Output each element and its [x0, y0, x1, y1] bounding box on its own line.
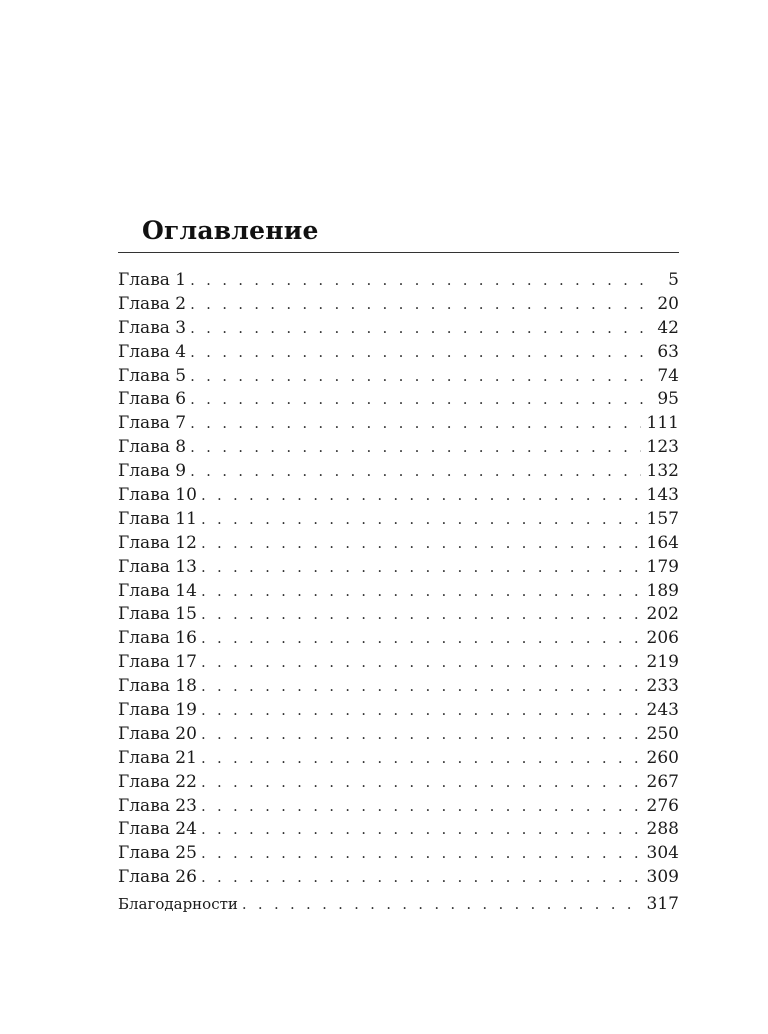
toc-entry[interactable] — [118, 317, 679, 341]
toc-entry-page: 132 — [646, 461, 679, 482]
dot-leader — [190, 317, 651, 341]
toc-entry[interactable] — [118, 580, 679, 604]
dot-leader — [201, 651, 641, 675]
dot-leader — [201, 866, 641, 890]
toc-title: Оглавление — [142, 216, 319, 245]
toc-entry[interactable] — [118, 388, 679, 412]
toc-entry[interactable] — [118, 723, 679, 747]
toc-entry-page: 309 — [646, 867, 679, 888]
toc-entry-page: 202 — [646, 604, 679, 625]
toc-entry-page: 95 — [657, 389, 679, 410]
toc-entry[interactable] — [118, 842, 679, 866]
toc-entry-page: 143 — [646, 485, 679, 506]
title-divider — [118, 252, 679, 253]
toc-entry[interactable] — [118, 460, 679, 484]
toc-entry[interactable] — [118, 603, 679, 627]
toc-entry-page: 304 — [646, 843, 679, 864]
toc-entry-label: Глава 17 — [118, 652, 197, 673]
toc-entry[interactable] — [118, 699, 679, 723]
toc-entry-label: Глава 3 — [118, 317, 187, 338]
toc-entry-label: Глава 26 — [118, 867, 197, 888]
toc-entry-page: 42 — [657, 317, 679, 338]
toc-entry-page: 260 — [646, 747, 679, 768]
toc-entry[interactable] — [118, 675, 679, 699]
toc-entry-label: Благодарности — [118, 895, 238, 914]
toc-entry-page: 267 — [646, 771, 679, 792]
dot-leader — [201, 818, 641, 842]
toc-entry-page: 74 — [657, 365, 679, 386]
dot-leader — [201, 484, 641, 508]
toc-entry[interactable] — [118, 556, 679, 580]
toc-entry[interactable] — [118, 412, 679, 436]
toc-entry-page: 5 — [668, 270, 679, 290]
toc-entry-label: Глава 25 — [118, 843, 197, 864]
toc-entry-page: 317 — [646, 894, 679, 915]
toc-entry[interactable] — [118, 866, 679, 890]
dot-leader — [201, 508, 641, 532]
toc-entry-label: Глава 22 — [118, 771, 197, 792]
dot-leader — [201, 771, 641, 795]
toc-entry[interactable] — [118, 771, 679, 795]
toc-entry[interactable] — [118, 293, 679, 317]
toc-entry[interactable] — [118, 532, 679, 556]
toc-list — [118, 269, 679, 917]
dot-leader — [190, 460, 640, 484]
toc-entry-label: Глава 23 — [118, 795, 197, 816]
toc-entry[interactable] — [118, 508, 679, 532]
toc-entry-label: Глава 13 — [118, 556, 197, 577]
toc-entry-label: Глава 5 — [118, 365, 187, 386]
dot-leader — [201, 675, 641, 699]
dot-leader — [201, 532, 641, 556]
toc-entry-label: Глава 8 — [118, 437, 187, 458]
toc-entry-label: Глава 11 — [118, 508, 197, 529]
toc-entry[interactable] — [118, 818, 679, 842]
toc-entry-label: Глава 2 — [118, 293, 187, 314]
toc-entry-label: Глава 18 — [118, 676, 197, 697]
toc-entry[interactable] — [118, 747, 679, 771]
dot-leader — [201, 842, 641, 866]
toc-entry-label: Глава 6 — [118, 389, 187, 410]
dot-leader — [201, 580, 641, 604]
toc-entry-page: 189 — [646, 580, 679, 601]
toc-entry-page: 250 — [646, 723, 679, 744]
toc-entry-label: Глава 7 — [118, 413, 187, 434]
toc-entry-label: Глава 19 — [118, 700, 197, 721]
dot-leader — [201, 556, 641, 580]
dot-leader — [190, 436, 640, 460]
toc-entry[interactable] — [118, 365, 679, 389]
toc-entry[interactable] — [118, 269, 679, 293]
toc-entry-page: 157 — [646, 508, 679, 529]
dot-leader — [242, 893, 641, 917]
toc-entry-label: Глава 9 — [118, 461, 187, 482]
dot-leader — [201, 723, 641, 747]
dot-leader — [201, 795, 641, 819]
toc-entry-acknowledgements[interactable] — [118, 893, 679, 917]
toc-entry[interactable] — [118, 436, 679, 460]
toc-entry[interactable] — [118, 795, 679, 819]
toc-entry-label: Глава 4 — [118, 341, 187, 362]
toc-entry-page: 123 — [646, 437, 679, 458]
toc-entry-page: 179 — [646, 556, 679, 577]
toc-entry-page: 63 — [657, 341, 679, 362]
dot-leader — [190, 341, 651, 365]
toc-entry[interactable] — [118, 484, 679, 508]
toc-entry-label: Глава 24 — [118, 819, 197, 840]
toc-entry-page: 206 — [646, 628, 679, 649]
toc-entry-label: Глава 15 — [118, 604, 197, 625]
toc-entry-page: 111 — [646, 413, 679, 434]
dot-leader — [190, 412, 640, 436]
toc-entry-label: Глава 12 — [118, 532, 197, 553]
dot-leader — [190, 269, 651, 293]
toc-entry-label: Глава 10 — [118, 485, 197, 506]
dot-leader — [190, 293, 651, 317]
dot-leader — [190, 365, 651, 389]
toc-entry-page: 243 — [646, 700, 679, 721]
toc-entry-page: 276 — [646, 795, 679, 816]
toc-entry-label: Глава 16 — [118, 628, 197, 649]
toc-entry-page: 219 — [646, 652, 679, 673]
toc-entry[interactable] — [118, 341, 679, 365]
toc-entry-page: 20 — [657, 293, 679, 314]
toc-entry-page: 288 — [646, 819, 679, 840]
dot-leader — [201, 699, 641, 723]
toc-entry[interactable] — [118, 651, 679, 675]
toc-entry-label: Глава 21 — [118, 747, 197, 768]
toc-entry-label: Глава 1 — [118, 270, 187, 290]
dot-leader — [201, 747, 641, 771]
dot-leader — [190, 388, 651, 412]
toc-entry-label: Глава 14 — [118, 580, 197, 601]
toc-entry[interactable] — [118, 627, 679, 651]
toc-entry-page: 233 — [646, 676, 679, 697]
dot-leader — [201, 603, 641, 627]
dot-leader — [201, 627, 641, 651]
toc-entry-page: 164 — [646, 532, 679, 553]
toc-entry-label: Глава 20 — [118, 723, 197, 744]
